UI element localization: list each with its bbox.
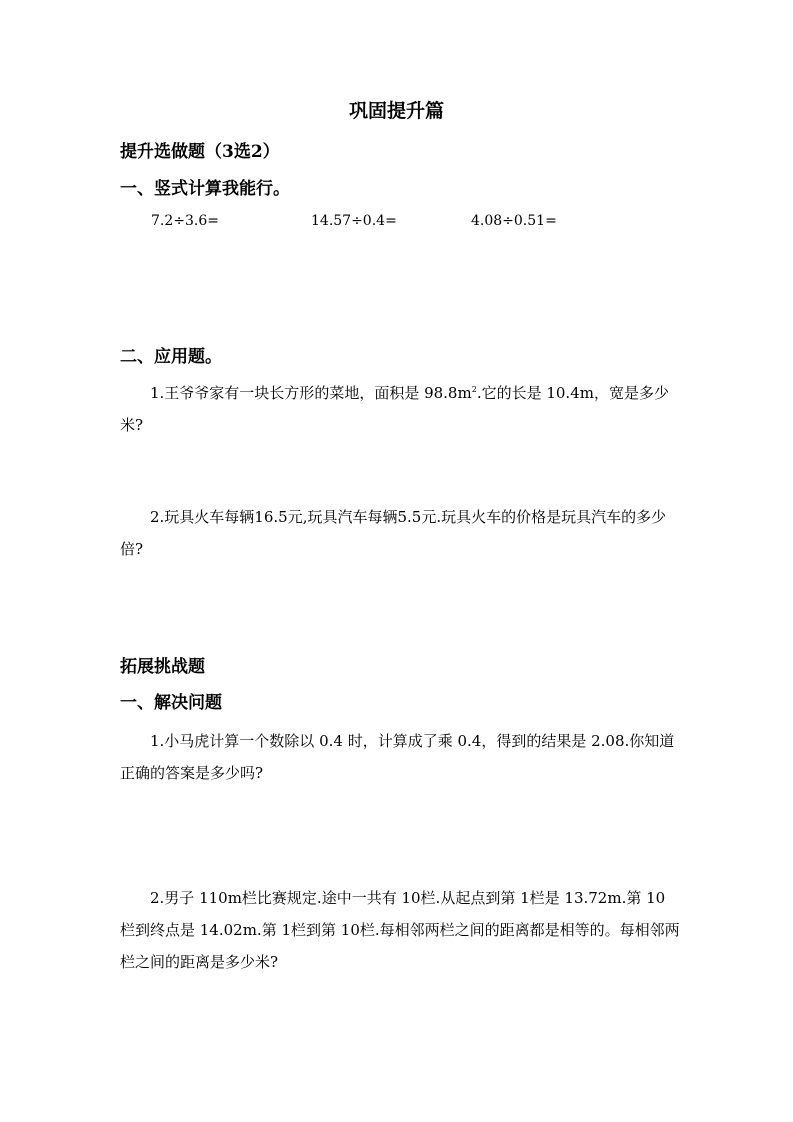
challenge-problem-1: 1.小马虎计算一个数除以 0.4 时，计算成了乘 0.4，得到的结果是 2.08.你知道正确的答案是多少吗? <box>120 732 675 782</box>
word-problem-2: 2.玩具火车每辆16.5元,玩具汽车每辆5.5元.玩具火车的价格是玩具汽车的多少倍? <box>120 508 667 558</box>
area-unit-superscript: 2 <box>471 385 477 394</box>
page-title: 巩固提升篇 <box>348 100 444 122</box>
part-heading-word-problems: 二、应用题。 <box>120 347 222 367</box>
section-heading-challenge: 拓展挑战题 <box>120 657 205 677</box>
part-heading-vertical-calc: 一、竖式计算我能行。 <box>120 179 290 199</box>
calc-problem-2: 14.57÷0.4= <box>311 213 397 229</box>
calc-problem-3: 4.08÷0.51= <box>471 213 557 229</box>
word-problem-1-text-a: 1.王爷爷家有一块长方形的菜地，面积是 98.8m <box>150 384 472 402</box>
challenge-problem-2: 2.男子 110m栏比赛规定.途中一共有 10栏.从起点到第 1栏是 13.72m.第 10栏到终点是 14.02m.第 1栏到第 10栏.每相邻两栏之间的距离都是相等的。每相邻两栏之间的距离是多少米? <box>120 889 680 971</box>
part-heading-problem-solving: 一、解决问题 <box>120 693 222 713</box>
word-problem-1 <box>120 377 680 441</box>
calc-problem-1: 7.2÷3.6= <box>151 213 219 229</box>
section-heading-optional: 提升选做题（3选2） <box>120 142 280 162</box>
word-problem-1-text-b: .它的长是 10.4m，宽是多少米? <box>120 384 669 434</box>
